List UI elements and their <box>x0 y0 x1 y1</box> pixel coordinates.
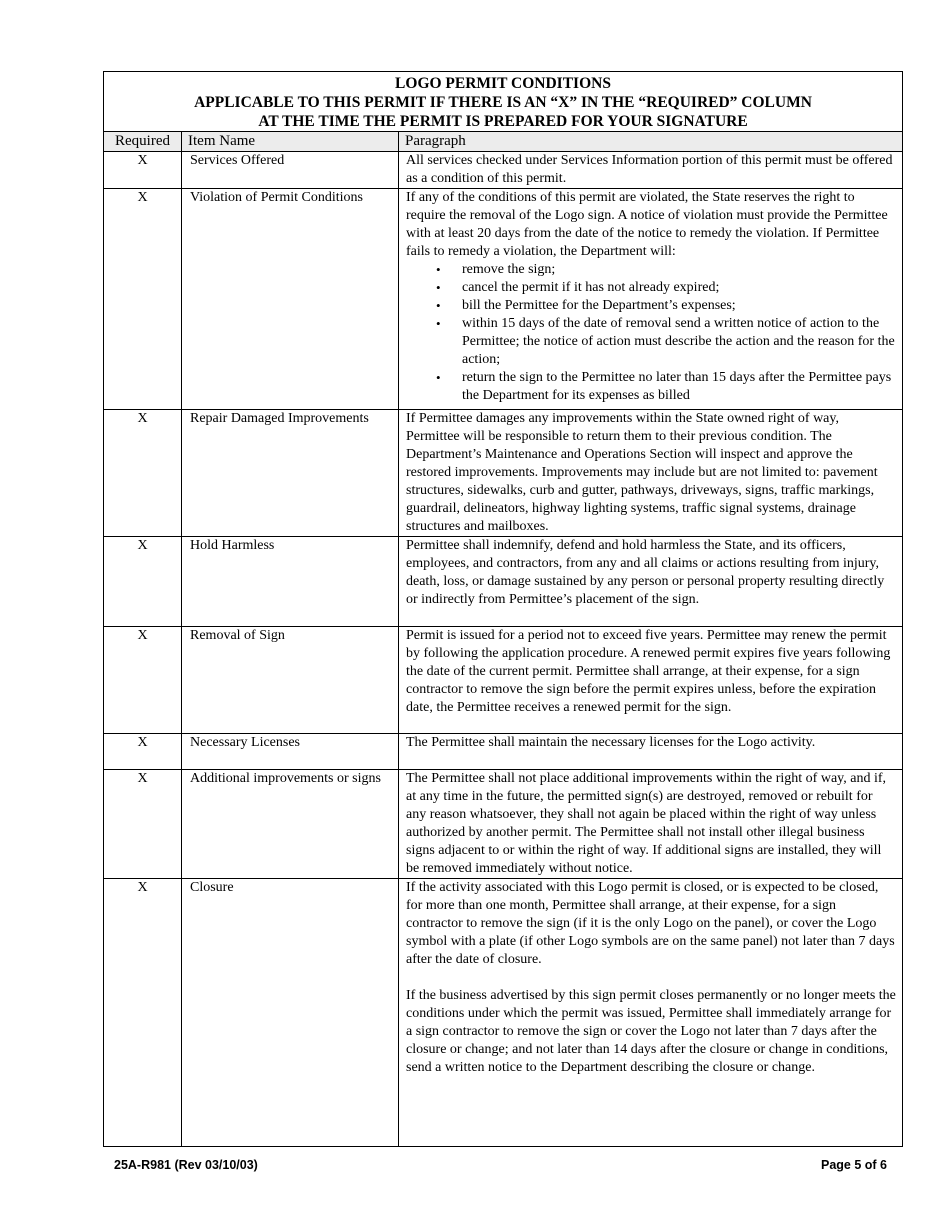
paragraph-cell <box>399 189 903 410</box>
item-name: Additional improvements or signs <box>182 770 399 879</box>
required-mark: X <box>104 627 182 734</box>
required-mark: X <box>104 410 182 537</box>
list-item: • remove the sign; <box>462 261 896 279</box>
paragraph-text: The Permittee shall maintain the necessary licenses for the Logo activity. <box>399 734 903 770</box>
paragraph-cell <box>399 879 903 1147</box>
paragraph-text: All services checked under Services Information portion of this permit must be offered as a condition of this permit. <box>399 152 903 189</box>
title-line-3: AT THE TIME THE PERMIT IS PREPARED FOR YOUR SIGNATURE <box>258 113 748 130</box>
form-number: 25A-R981 (Rev 03/10/03) <box>114 1158 258 1172</box>
paragraph-text: The Permittee shall not place additional improvements within the right of way, and if, at any time in the future, the permitted sign(s) are destroyed, removed or rebuilt for any reason whatsoever, they shall not again be placed within the right of way unless authorized by another permit. The Permittee shall not install other illegal business signs adjacent to or within the right of way. If additional signs are installed, they will be removed immediately without notice. <box>399 770 903 879</box>
required-mark: X <box>104 537 182 627</box>
item-name: Removal of Sign <box>182 627 399 734</box>
list-item: • cancel the permit if it has not already expired; <box>462 279 896 297</box>
item-name: Necessary Licenses <box>182 734 399 770</box>
required-mark: X <box>104 189 182 410</box>
item-name: Services Offered <box>182 152 399 189</box>
column-header-paragraph: Paragraph <box>399 132 903 152</box>
paragraph-text: Permit is issued for a period not to exceed five years. Permittee may renew the permit by following the application procedure. A renewed permit expires five years following the date of the current permit. Permittee shall arrange, at their expense, for a sign contractor to remove the sign before the permit expires unless, before the expiration date, the Permittee receives a renewed permit for the sign. <box>399 627 903 734</box>
list-item: • bill the Permittee for the Department’s expenses; <box>462 297 896 315</box>
table-row <box>104 627 903 734</box>
paragraph-text-2: If the business advertised by this sign permit closes permanently or no longer meets the conditions under which the permit was issued, Permittee shall immediately arrange for a sign contractor to remove the sign or cover the Logo not later than 7 days after the closure or change; and not later than 14 days after the closure or change in conditions, send a written notice to the Department describing the closure or change. <box>406 988 896 1075</box>
logo-permit-conditions-form <box>103 71 902 1147</box>
paragraph-text: If Permittee damages any improvements within the State owned right of way, Permittee will be responsible to return them to their previous condition. The Department’s Maintenance and Operations Section will inspect and approve the restored improvements. Improvements may include but are not limited to: pavement structures, sidewalks, curb and gutter, pathways, driveways, signs, traffic markings, guardrail, delineators, highway lighting systems, traffic signal systems, drainage structures and mailboxes. <box>399 410 903 537</box>
conditions-table <box>103 71 903 1147</box>
table-row <box>104 734 903 770</box>
page-number: Page 5 of 6 <box>821 1158 887 1172</box>
list-item: • within 15 days of the date of removal send a written notice of action to the Permittee; the notice of action must describe the action and the reason for the action; <box>462 315 896 369</box>
title-line-1: LOGO PERMIT CONDITIONS <box>395 75 611 92</box>
item-name: Closure <box>182 879 399 1147</box>
table-row <box>104 537 903 627</box>
table-title <box>104 72 903 132</box>
required-mark: X <box>104 879 182 1147</box>
table-row <box>104 770 903 879</box>
table-row <box>104 879 903 1147</box>
table-row <box>104 152 903 189</box>
item-name: Hold Harmless <box>182 537 399 627</box>
column-header-row <box>104 132 903 152</box>
paragraph-text: If any of the conditions of this permit are violated, the State reserves the right to require the removal of the Logo sign. A notice of violation must provide the Permittee with at least 20 days from the date of the notice to remedy the violation. If Permittee fails to remedy a violation, the Department will: <box>406 190 888 259</box>
paragraph-text: If the activity associated with this Logo permit is closed, or is expected to be closed, for more than one month, Permittee shall arrange, at their expense, for a sign contractor to remove the sign (if it is the only Logo on the panel), or cover the Logo symbol with a plate (if other Logo symbols are on the same panel) not later than 7 days after the date of closure. <box>406 880 895 967</box>
item-name: Repair Damaged Improvements <box>182 410 399 537</box>
bullet-list <box>406 261 896 405</box>
required-mark: X <box>104 734 182 770</box>
table-row <box>104 410 903 537</box>
column-header-item-name: Item Name <box>182 132 399 152</box>
required-mark: X <box>104 152 182 189</box>
paragraph-text: Permittee shall indemnify, defend and hold harmless the State, and its officers, employees, and contractors, from any and all claims or actions resulting from injury, death, loss, or damage sustained by any person or personal property resulting directly or indirectly from Permittee’s placement of the sign. <box>399 537 903 627</box>
table-row <box>104 189 903 410</box>
title-line-2: APPLICABLE TO THIS PERMIT IF THERE IS AN “X” IN THE “REQUIRED” COLUMN <box>194 94 812 111</box>
list-item: • return the sign to the Permittee no later than 15 days after the Permittee pays the Department for its expenses as billed <box>462 369 896 405</box>
required-mark: X <box>104 770 182 879</box>
column-header-required: Required <box>104 132 182 152</box>
item-name: Violation of Permit Conditions <box>182 189 399 410</box>
